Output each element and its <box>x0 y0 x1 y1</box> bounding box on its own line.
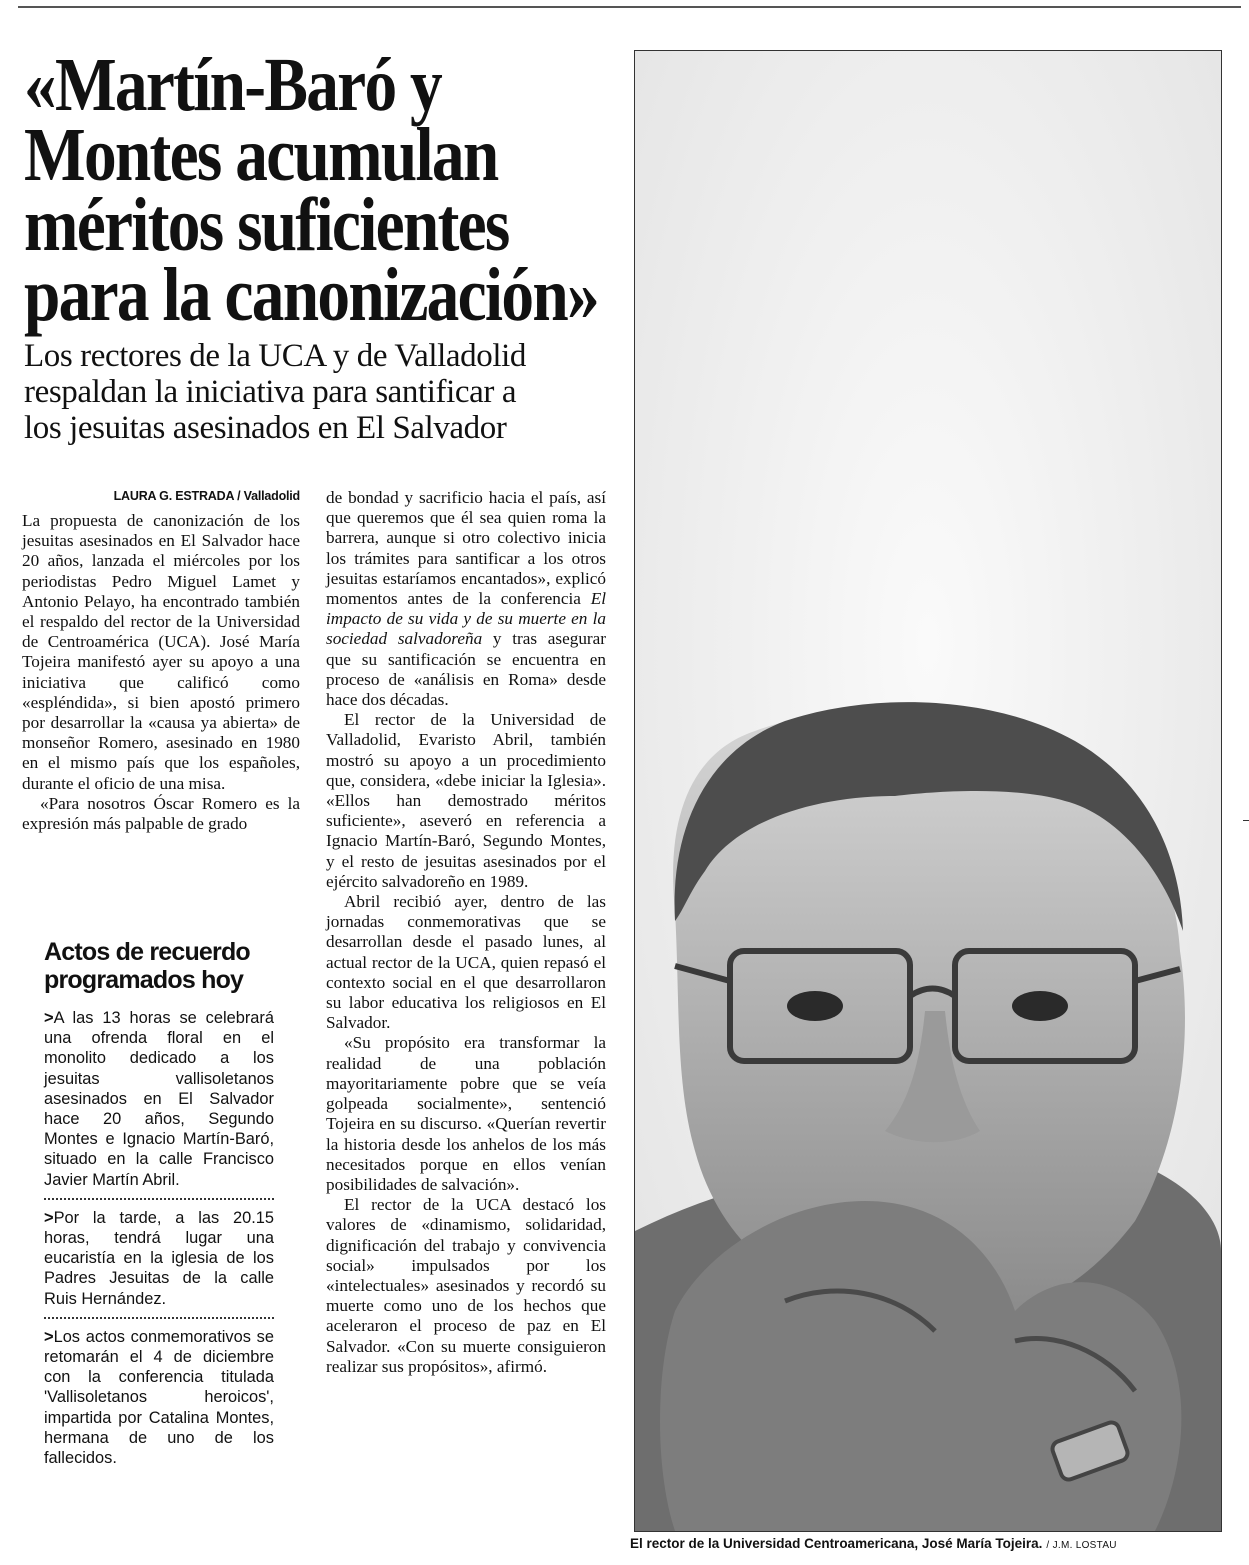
sidebar-item-text: A las 13 horas se celebrará una ofrenda floral en el monolito dedicado a los jesuitas vallisoletanos asesinados en El Salvador hace 20 años, Segundo Montes e Ignacio Martín-Baró, situado en la calle Francisco Javier Martín Abril. <box>44 1009 274 1189</box>
left-eye <box>787 991 843 1021</box>
subheadline-line: respaldan la iniciativa para santificar a <box>24 374 517 410</box>
portrait-image <box>635 51 1221 1531</box>
scan-edge-mark <box>1243 820 1249 821</box>
subheadline-line: los jesuitas asesinados en El Salvador <box>24 410 507 446</box>
sidebar-item <box>44 1208 274 1309</box>
events-sidebar <box>44 938 274 1468</box>
sidebar-item <box>44 1327 274 1468</box>
subheadline-line: Los rectores de la UCA y de Valladolid <box>24 338 526 374</box>
bullet-marker: > <box>44 1327 54 1346</box>
article-paragraph: El rector de la Universidad de Valladolid, Evaristo Abril, también mostró su apoyo a un procedimiento que, considera, «debe iniciar la Iglesia». «Ellos han demostrado méritos suficiente», aseveró en referencia a Ignacio Martín-Baró, Segundo Montes, y el resto de jesuitas asesinados por el ejército salvadoreño en 1989. <box>326 710 606 891</box>
bullet-marker: > <box>44 1208 54 1227</box>
subheadline <box>24 338 614 446</box>
headline-line: méritos suficientes <box>24 183 509 267</box>
byline-location: Valladolid <box>243 489 300 503</box>
portrait-photo <box>634 50 1222 1532</box>
article-paragraph: El rector de la UCA destacó los valores de «dinamismo, solidaridad, dignificación del trabajo y convivencia social» impulsados por los «intelectuales» asesinados y recordó su muerte como uno de los hechos que aceleraron el proceso de paz en El Salvador. «Con su muerte consiguieron realizar sus propósitos», afirmó. <box>326 1195 606 1376</box>
article-column-2 <box>326 488 606 1377</box>
dotted-divider <box>44 1317 274 1319</box>
headline-line: para la canonización» <box>24 253 598 337</box>
article-paragraph: La propuesta de canonización de los jesuitas asesinados en El Salvador hace 20 años, lanzada el miércoles por los periodistas Pedro Miguel Lamet y Antonio Pelayo, ha encontrado también el respaldo del rector de la Universidad de Centroamérica (UCA). José María Tojeira manifestó ayer su apoyo a una iniciativa que calificó como «espléndida», si bien apostó primero por desarrollar la «causa ya abierta» de monseñor Romero, asesinado en 1980 en el mismo país que los españoles, durante el oficio de una misa. <box>22 511 300 793</box>
article-paragraph <box>326 488 606 710</box>
byline-separator: / <box>233 489 244 503</box>
sidebar-item-text: Por la tarde, a las 20.15 horas, tendrá lugar una eucaristía en la iglesia de los Padres Jesuitas de la calle Ruis Hernández. <box>44 1208 274 1308</box>
paragraph-text: de bondad y sacrificio hacia el país, así que queremos que él sea quien roma la barrera, aunque si otro colectivo inicia los trámites para santificar a los otros jesuitas estaríamos encantados», explicó momentos antes de la conferencia <box>326 488 606 609</box>
headline-line: Montes acumulan <box>24 113 498 197</box>
photo-credit: / J.M. LOSTAU <box>1046 1540 1117 1551</box>
right-eye <box>1012 991 1068 1021</box>
paragraph-text: y tras asegurar que su santificación se encuentra en proceso de «análisis en Roma» desde hace dos décadas. <box>326 629 606 710</box>
sidebar-title-line: programados hoy <box>44 966 244 994</box>
article-paragraph: «Su propósito era transformar la realidad de una población mayoritariamente pobre que se veía golpeada socialmente», sentenció Tojeira en su discurso. «Querían revertir la historia desde los anhelos de los más necesitados porque en ellos venían posibilidades de salvación». <box>326 1033 606 1194</box>
sidebar-item-text: Los actos conmemorativos se retomarán el 4 de diciembre con la conferencia titulada 'Vallisoletanos heroicos', impartida por Catalina Montes, hermana de uno de los fallecidos. <box>44 1327 274 1468</box>
sidebar-title-line: Actos de recuerdo <box>44 938 250 966</box>
dotted-divider <box>44 1198 274 1200</box>
byline-author: LAURA G. ESTRADA <box>113 489 234 503</box>
sidebar-item <box>44 1008 274 1190</box>
article-column-1 <box>22 511 300 834</box>
conference-title: El impacto de su vida y de su muerte en la sociedad salvadoreña <box>326 589 606 649</box>
article-paragraph: Abril recibió ayer, dentro de las jornadas conmemorativas que se desarrollan desde el pasado lunes, al actual rector de la UCA, quien repasó el contexto social en el que desarrollaron su labor educativa los religiosos en El Salvador. <box>326 892 606 1033</box>
headline <box>24 43 626 337</box>
bullet-marker: > <box>44 1009 54 1027</box>
sidebar-title <box>44 938 274 994</box>
headline-line: «Martín-Baró y <box>24 43 442 127</box>
byline <box>80 489 300 503</box>
photo-caption <box>630 1536 1230 1551</box>
page-top-rule <box>18 6 1241 8</box>
article-paragraph: «Para nosotros Óscar Romero es la expresión más palpable de grado <box>22 793 300 834</box>
caption-text: El rector de la Universidad Centroamericana, José María Tojeira. <box>630 1536 1043 1551</box>
